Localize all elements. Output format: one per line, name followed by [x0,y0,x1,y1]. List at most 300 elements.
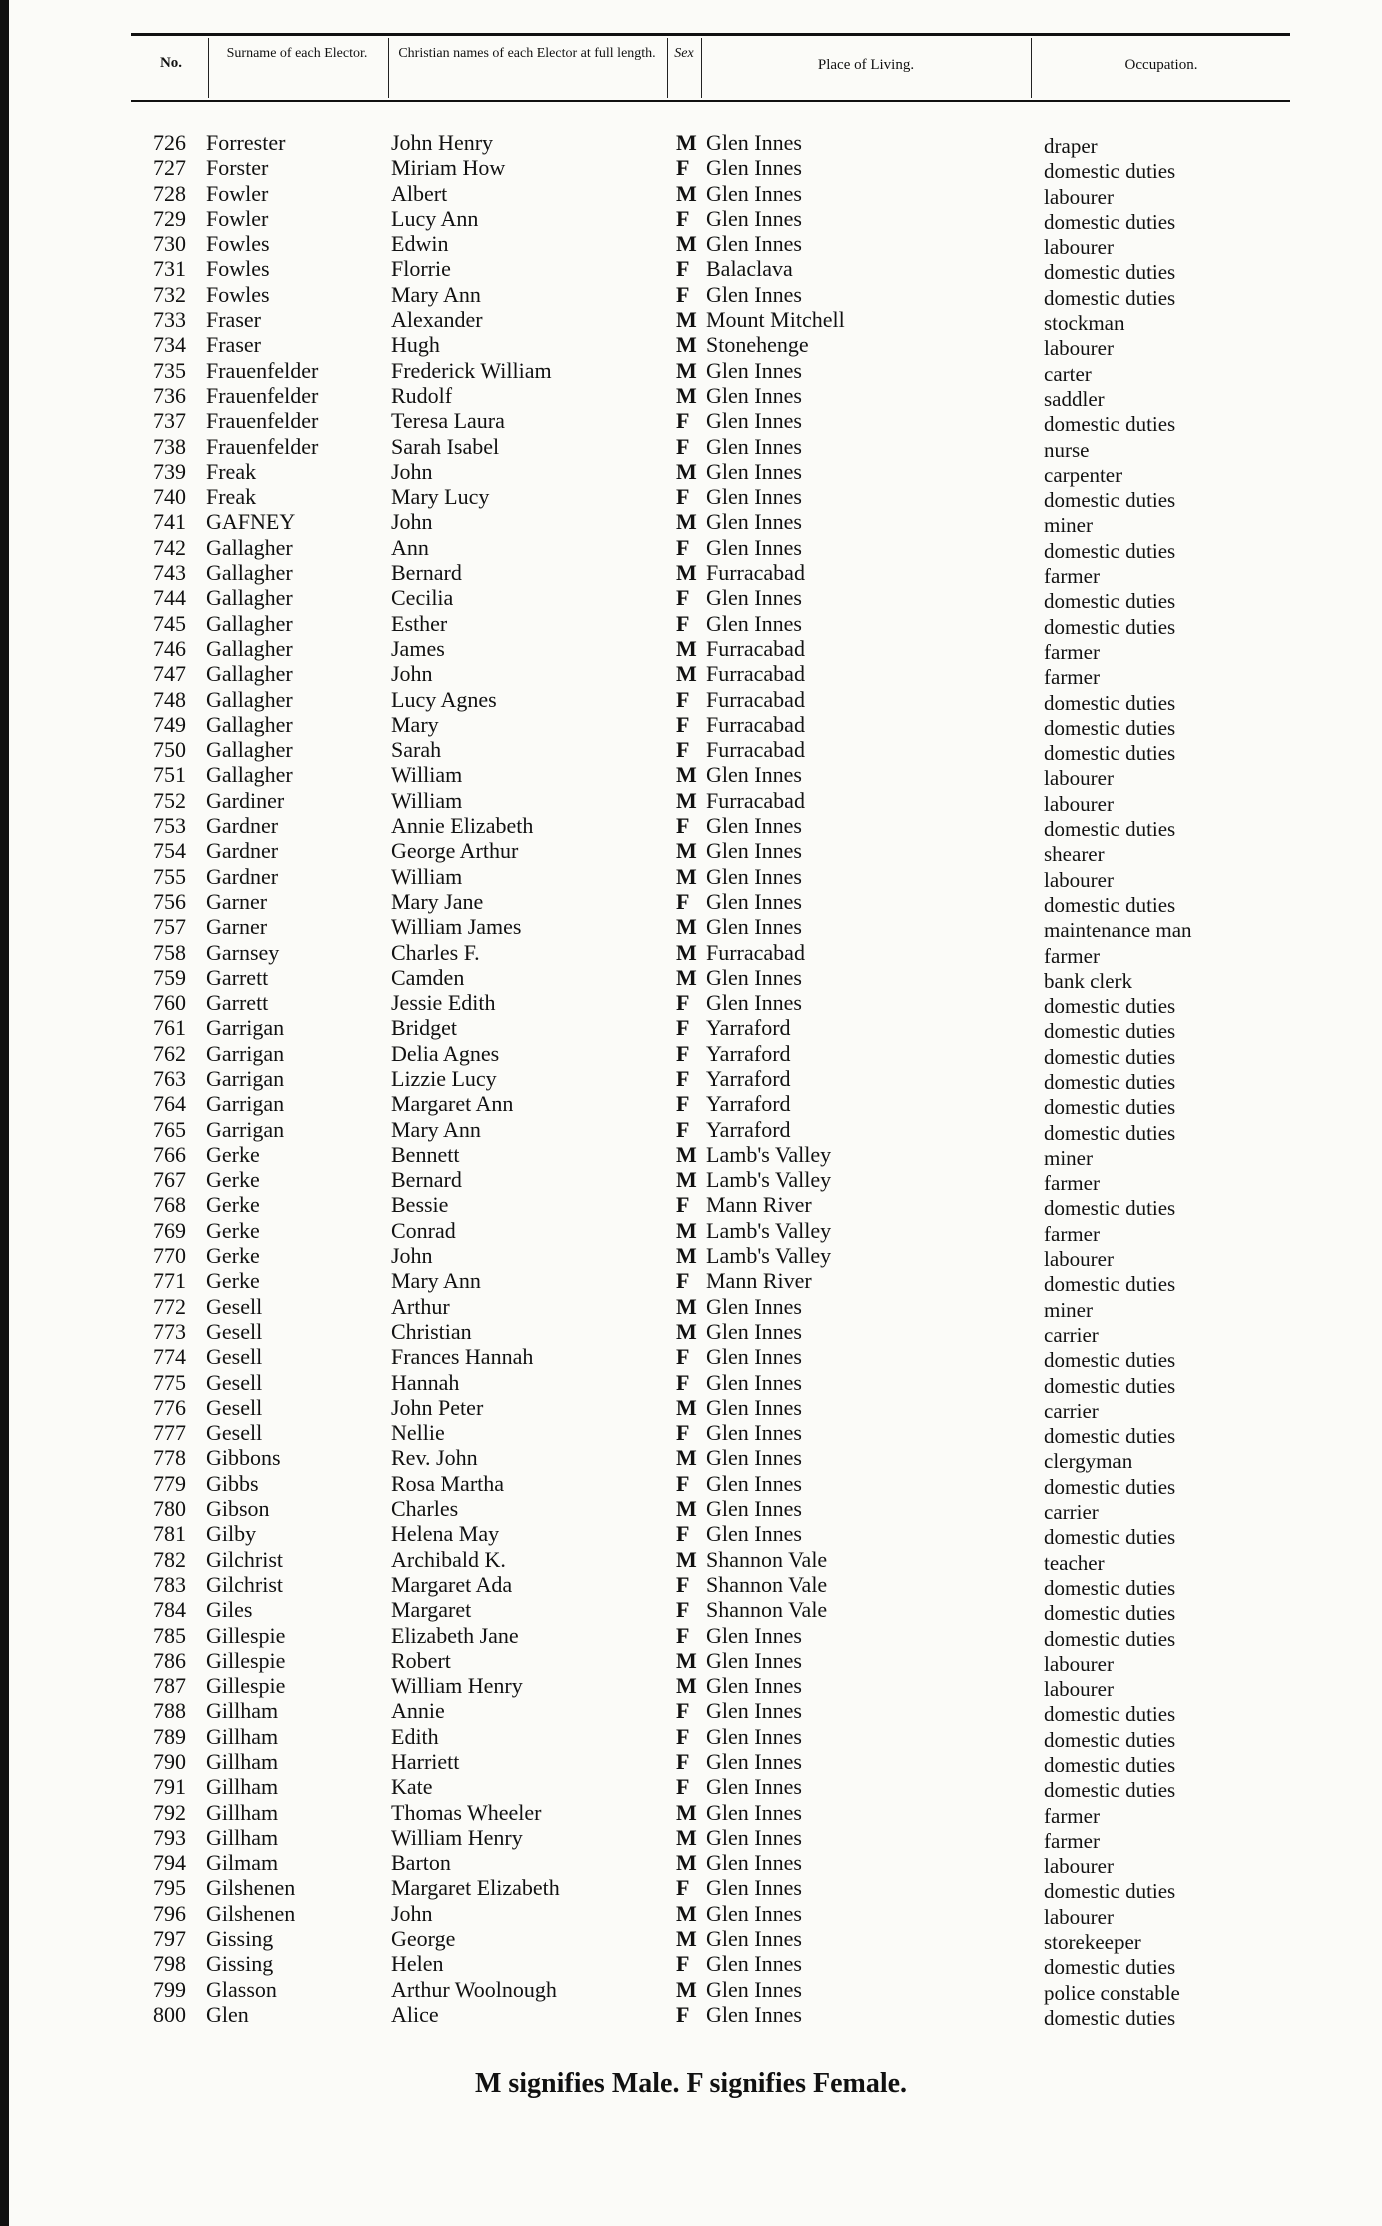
elector-christian-names: Thomas Wheeler [391,1799,542,1825]
elector-surname: Garrigan [206,1091,285,1117]
elector-christian-names: Mary [391,711,439,737]
elector-number: 790 [153,1749,186,1774]
elector-christian-names: Charles F. [391,939,480,965]
table-row [0,863,1382,892]
elector-place-of-living: Glen Innes [706,1774,802,1800]
elector-christian-names: Elizabeth Jane [391,1622,519,1648]
table-row [0,1116,1382,1145]
elector-christian-names: Esther [391,610,448,636]
elector-surname: Gissing [206,1926,274,1952]
elector-number: 771 [153,1268,186,1294]
elector-sex: M [676,1900,697,1926]
elector-occupation: police constable [1044,1980,1180,2005]
elector-christian-names: Bernard [391,560,462,586]
elector-surname: Gardiner [206,787,285,813]
elector-sex: M [676,787,697,813]
elector-surname: Frauenfelder [206,357,319,383]
elector-occupation: carter [1044,361,1092,386]
elector-place-of-living: Glen Innes [706,1951,802,1977]
elector-place-of-living: Glen Innes [706,838,802,864]
elector-occupation: carrier [1044,1398,1099,1423]
elector-sex: M [676,1243,697,1269]
elector-occupation: stockman [1044,311,1125,336]
header-place-of-living: Place of Living. [817,57,915,73]
elector-christian-names: Lucy Ann [391,205,479,231]
elector-place-of-living: Glen Innes [706,585,802,611]
elector-sex: F [676,1521,690,1547]
table-row [0,762,1382,791]
elector-place-of-living: Glen Innes [706,281,802,307]
table-row [0,231,1382,260]
elector-place-of-living: Glen Innes [706,610,802,636]
elector-place-of-living: Furracabad [706,661,805,687]
elector-occupation: domestic duties [1044,994,1176,1019]
elector-christian-names: Mary Lucy [391,484,490,510]
elector-number: 761 [153,1015,186,1041]
elector-surname: Garner [206,888,268,914]
elector-number: 760 [153,990,186,1016]
elector-number: 754 [153,838,186,864]
elector-christian-names: Cecilia [391,585,454,611]
elector-place-of-living: Glen Innes [706,155,802,181]
elector-number: 726 [153,130,186,155]
elector-place-of-living: Glen Innes [706,1749,802,1774]
elector-christian-names: Archibald K. [391,1546,506,1572]
table-row [0,180,1382,209]
elector-sex: M [676,1546,697,1572]
elector-number: 779 [153,1470,186,1496]
elector-occupation: domestic duties [1044,715,1176,740]
elector-occupation: domestic duties [1044,159,1176,184]
elector-christian-names: Sarah Isabel [391,433,500,459]
elector-surname: Garnsey [206,939,280,965]
elector-surname: Gallagher [206,762,293,788]
elector-surname: Gerke [206,1243,260,1269]
elector-place-of-living: Shannon Vale [706,1571,828,1597]
elector-sex: F [676,1774,690,1800]
table-row [0,2001,1382,2030]
table-row [0,408,1382,437]
elector-christian-names: Rudolf [391,382,453,408]
table-row [0,357,1382,386]
elector-christian-names: Lizzie Lucy [391,1065,497,1091]
elector-sex: M [676,939,697,965]
elector-place-of-living: Glen Innes [706,888,802,914]
elector-place-of-living: Furracabad [706,787,805,813]
elector-surname: Gallagher [206,686,293,712]
elector-christian-names: Conrad [391,1217,456,1243]
elector-place-of-living: Shannon Vale [706,1546,828,1572]
elector-number: 742 [153,534,186,560]
elector-occupation: labourer [1044,1904,1114,1929]
elector-sex: M [676,1976,697,2002]
table-row [0,585,1382,614]
elector-number: 793 [153,1824,186,1850]
elector-christian-names: Mary Ann [391,1116,481,1142]
elector-occupation: domestic duties [1044,741,1176,766]
elector-christian-names: Charles [391,1496,459,1522]
table-row [0,433,1382,462]
elector-occupation: labourer [1044,235,1114,260]
elector-occupation: domestic duties [1044,1044,1176,1069]
elector-place-of-living: Yarraford [706,1116,791,1142]
table-row [0,1243,1382,1272]
elector-surname: Gilshenen [206,1875,296,1901]
elector-surname: Fowles [206,281,270,307]
elector-surname: Gilby [206,1521,257,1547]
elector-occupation: farmer [1044,943,1100,968]
table-row [0,155,1382,184]
elector-sex: M [676,863,697,889]
elector-occupation: domestic duties [1044,1348,1176,1373]
elector-christian-names: Alice [391,2001,439,2027]
elector-number: 735 [153,357,186,383]
elector-occupation: saddler [1044,386,1105,411]
elector-occupation: farmer [1044,639,1100,664]
elector-occupation: domestic duties [1044,1424,1176,1449]
elector-occupation: domestic duties [1044,1095,1176,1120]
elector-christian-names: Annie Elizabeth [391,813,534,839]
elector-christian-names: Margaret Elizabeth [391,1875,560,1901]
table-row [0,281,1382,310]
table-row [0,1268,1382,1297]
elector-christian-names: Annie [391,1698,445,1724]
elector-christian-names: Bernard [391,1167,462,1193]
table-row [0,1192,1382,1221]
elector-sex: F [676,888,690,914]
elector-number: 777 [153,1420,186,1446]
elector-surname: Gerke [206,1268,260,1294]
elector-surname: Forster [206,155,269,181]
table-row [0,307,1382,336]
table-row [0,1065,1382,1094]
elector-sex: M [676,762,697,788]
elector-sex: M [676,458,697,484]
elector-sex: M [676,1167,697,1193]
elector-place-of-living: Glen Innes [706,1394,802,1420]
table-row [0,1141,1382,1170]
table-row [0,1875,1382,1904]
elector-number: 772 [153,1293,186,1319]
table-row [0,787,1382,816]
elector-place-of-living: Glen Innes [706,534,802,560]
elector-sex: F [676,408,690,434]
elector-christian-names: Nellie [391,1420,445,1446]
header-christian-names: Christian names of each Elector at full length. [398,46,656,61]
elector-surname: Gardner [206,838,279,864]
elector-surname: Gallagher [206,560,293,586]
elector-sex: F [676,1015,690,1041]
elector-number: 788 [153,1698,186,1724]
header-occupation: Occupation. [1124,57,1198,73]
elector-christian-names: James [391,635,445,661]
elector-sex: F [676,1116,690,1142]
elector-number: 769 [153,1217,186,1243]
elector-place-of-living: Glen Innes [706,1344,802,1370]
elector-surname: Gerke [206,1167,260,1193]
table-row [0,1470,1382,1499]
table-row [0,1040,1382,1069]
elector-sex: F [676,256,690,282]
elector-number: 732 [153,281,186,307]
elector-surname: Fraser [206,332,261,358]
elector-christian-names: Mary Ann [391,1268,481,1294]
elector-sex: F [676,1622,690,1648]
elector-surname: Glasson [206,1976,277,2002]
elector-occupation: domestic duties [1044,1019,1176,1044]
elector-surname: Gesell [206,1293,263,1319]
elector-place-of-living: Glen Innes [706,1799,802,1825]
elector-place-of-living: Lamb's Valley [706,1141,832,1167]
elector-christian-names: Margaret Ann [391,1091,514,1117]
elector-place-of-living: Yarraford [706,1040,791,1066]
elector-surname: Gillham [206,1824,279,1850]
header-no: No. [159,55,183,71]
elector-christian-names: Bennett [391,1141,460,1167]
table-row [0,1571,1382,1600]
elector-sex: F [676,1597,690,1623]
table-row [0,332,1382,361]
elector-sex: M [676,838,697,864]
table-row [0,256,1382,285]
elector-christian-names: Barton [391,1850,451,1876]
elector-place-of-living: Shannon Vale [706,1597,828,1623]
elector-occupation: domestic duties [1044,1474,1176,1499]
elector-sex: F [676,1091,690,1117]
elector-place-of-living: Glen Innes [706,1420,802,1446]
table-row [0,1091,1382,1120]
elector-number: 744 [153,585,186,611]
elector-occupation: farmer [1044,1221,1100,1246]
elector-number: 736 [153,382,186,408]
elector-place-of-living: Glen Innes [706,231,802,257]
elector-number: 784 [153,1597,186,1623]
table-row [0,1647,1382,1676]
elector-place-of-living: Yarraford [706,1065,791,1091]
table-row [0,711,1382,740]
elector-sex: F [676,813,690,839]
elector-place-of-living: Glen Innes [706,484,802,510]
elector-sex: M [676,1141,697,1167]
elector-christian-names: Florrie [391,256,451,282]
table-row [0,914,1382,943]
elector-surname: Gardner [206,813,279,839]
elector-place-of-living: Glen Innes [706,408,802,434]
elector-place-of-living: Glen Innes [706,2001,802,2027]
elector-surname: Gilshenen [206,1900,296,1926]
elector-surname: Gesell [206,1318,263,1344]
elector-christian-names: Arthur [391,1293,450,1319]
header-surname: Surname of each Elector. [226,46,368,61]
elector-occupation: domestic duties [1044,1196,1176,1221]
elector-place-of-living: Furracabad [706,939,805,965]
elector-number: 800 [153,2001,186,2027]
elector-christian-names: Arthur Woolnough [391,1976,557,2002]
elector-number: 731 [153,256,186,282]
elector-number: 753 [153,813,186,839]
elector-sex: F [676,1369,690,1395]
elector-place-of-living: Yarraford [706,1015,791,1041]
table-row [0,1698,1382,1727]
elector-surname: Garrigan [206,1065,285,1091]
table-row [0,635,1382,664]
elector-occupation: storekeeper [1044,1930,1141,1955]
elector-sex: M [676,332,697,358]
elector-number: 755 [153,863,186,889]
elector-number: 746 [153,635,186,661]
elector-number: 770 [153,1243,186,1269]
elector-sex: M [676,1217,697,1243]
elector-number: 775 [153,1369,186,1395]
elector-place-of-living: Mount Mitchell [706,307,845,333]
elector-sex: F [676,610,690,636]
elector-number: 791 [153,1774,186,1800]
elector-surname: Garrigan [206,1040,285,1066]
elector-sex: F [676,205,690,231]
elector-sex: F [676,1875,690,1901]
elector-occupation: domestic duties [1044,1601,1176,1626]
elector-number: 781 [153,1521,186,1547]
elector-occupation: domestic duties [1044,285,1176,310]
elector-occupation: maintenance man [1044,918,1192,943]
elector-number: 763 [153,1065,186,1091]
elector-number: 762 [153,1040,186,1066]
elector-christian-names: John Henry [391,130,494,155]
elector-number: 794 [153,1850,186,1876]
elector-occupation: labourer [1044,791,1114,816]
elector-sex: F [676,1951,690,1977]
elector-sex: M [676,307,697,333]
elector-occupation: miner [1044,1145,1093,1170]
elector-christian-names: William [391,762,463,788]
elector-number: 798 [153,1951,186,1977]
elector-sex: F [676,686,690,712]
elector-number: 759 [153,964,186,990]
elector-christian-names: Jessie Edith [391,990,496,1016]
header-rule [131,100,1290,102]
elector-surname: Gesell [206,1420,263,1446]
elector-number: 729 [153,205,186,231]
elector-sex: M [676,635,697,661]
elector-sex: M [676,1318,697,1344]
elector-surname: Gallagher [206,711,293,737]
elector-number: 745 [153,610,186,636]
elector-place-of-living: Glen Innes [706,180,802,206]
elector-sex: M [676,357,697,383]
elector-christian-names: George Arthur [391,838,519,864]
elector-number: 730 [153,231,186,257]
elector-christian-names: Miriam How [391,155,506,181]
elector-surname: Frauenfelder [206,433,319,459]
elector-christian-names: Bessie [391,1192,449,1218]
table-row [0,1167,1382,1196]
table-row [0,964,1382,993]
elector-place-of-living: Stonehenge [706,332,809,358]
elector-occupation: draper [1044,134,1098,158]
elector-surname: Gillham [206,1799,279,1825]
elector-occupation: nurse [1044,437,1090,462]
elector-occupation: farmer [1044,564,1100,589]
elector-number: 785 [153,1622,186,1648]
elector-occupation: labourer [1044,766,1114,791]
table-row [0,888,1382,917]
table-row [0,1824,1382,1853]
elector-occupation: domestic duties [1044,260,1176,285]
elector-place-of-living: Glen Innes [706,1698,802,1724]
elector-sex: F [676,281,690,307]
elector-surname: Gillespie [206,1673,286,1699]
elector-place-of-living: Glen Innes [706,1926,802,1952]
elector-list [0,130,1382,2030]
elector-occupation: carpenter [1044,462,1123,487]
table-row [0,610,1382,639]
elector-number: 750 [153,737,186,763]
elector-occupation: carrier [1044,1500,1099,1525]
elector-christian-names: Rosa Martha [391,1470,505,1496]
elector-christian-names: Margaret [391,1597,472,1623]
elector-surname: Fowler [206,180,269,206]
table-row [0,205,1382,234]
header-sex: Sex [674,46,694,61]
elector-occupation: teacher [1044,1550,1105,1575]
elector-occupation: domestic duties [1044,1879,1176,1904]
elector-christian-names: Bridget [391,1015,457,1041]
elector-occupation: domestic duties [1044,690,1176,715]
elector-number: 778 [153,1445,186,1471]
elector-number: 768 [153,1192,186,1218]
elector-occupation: clergyman [1044,1449,1133,1474]
elector-number: 751 [153,762,186,788]
table-row [0,1344,1382,1373]
elector-christian-names: Teresa Laura [391,408,505,434]
elector-christian-names: Frederick William [391,357,552,383]
elector-christian-names: John [391,661,433,687]
elector-number: 743 [153,560,186,586]
elector-number: 787 [153,1673,186,1699]
elector-sex: F [676,1571,690,1597]
table-row [0,1015,1382,1044]
elector-surname: Fowles [206,231,270,257]
elector-place-of-living: Glen Innes [706,1673,802,1699]
elector-place-of-living: Glen Innes [706,990,802,1016]
elector-sex: F [676,1723,690,1749]
elector-number: 728 [153,180,186,206]
elector-christian-names: Rev. John [391,1445,478,1471]
elector-christian-names: Frances Hannah [391,1344,534,1370]
elector-number: 749 [153,711,186,737]
elector-surname: Gillham [206,1698,279,1724]
elector-occupation: labourer [1044,184,1114,209]
table-row [0,1799,1382,1828]
elector-sex: M [676,1673,697,1699]
elector-sex: F [676,1065,690,1091]
table-row [0,1496,1382,1525]
elector-sex: M [676,1824,697,1850]
elector-place-of-living: Glen Innes [706,1875,802,1901]
elector-christian-names: Hugh [391,332,440,358]
elector-christian-names: Christian [391,1318,472,1344]
elector-occupation: domestic duties [1044,1626,1176,1651]
elector-surname: Gallagher [206,661,293,687]
elector-occupation: domestic duties [1044,1778,1176,1803]
elector-surname: Gillespie [206,1647,286,1673]
elector-sex: F [676,990,690,1016]
elector-number: 752 [153,787,186,813]
elector-number: 789 [153,1723,186,1749]
elector-sex: F [676,1040,690,1066]
elector-christian-names: William [391,863,463,889]
elector-christian-names: Alexander [391,307,483,333]
